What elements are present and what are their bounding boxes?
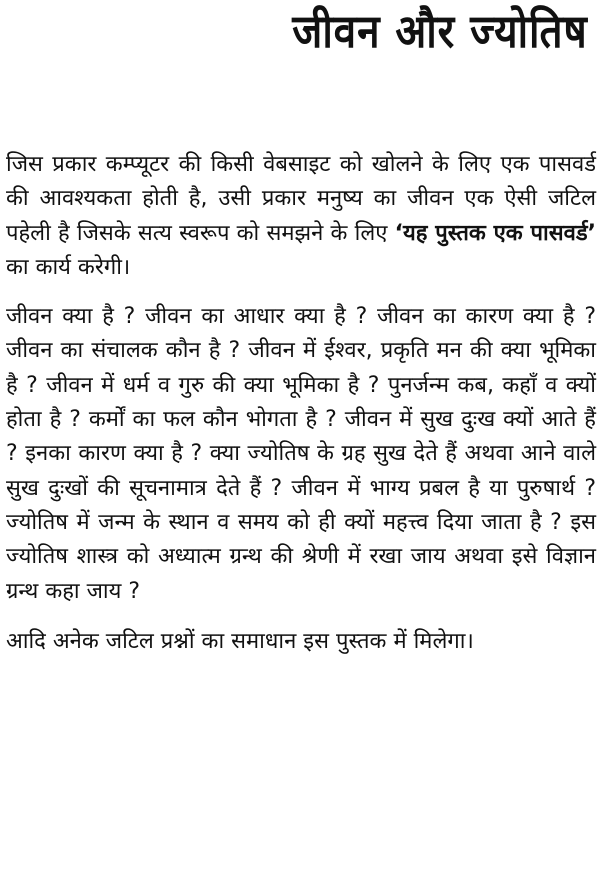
- paragraph-intro: [6, 148, 596, 285]
- paragraph-questions: जीवन क्या है ? जीवन का आधार क्या है ? जीवन का कारण क्या है ? जीवन का संचालक कौन है ? जीवन में ईश्वर, प्रकृति मन की क्या भूमिका है ? जीवन में धर्म व गुरु की क्या भूमिका है ? पुनर्जन्म कब, कहाँ व क्यों होता है ? कर्मों का फल कौन भोगता है ? जीवन में सुख दुःख क्यों आते हैं ? इनका कारण क्या है ? क्या ज्योतिष के ग्रह सुख देते हैं अथवा आने वाले सुख दुःखों की सूचनामात्र देते हैं ? जीवन में भाग्य प्रबल है या पुरुषार्थ ? ज्योतिष में जन्म के स्थान व समय को ही क्यों महत्त्व दिया जाता है ? इस ज्योतिष शास्त्र को अध्यात्म ग्रन्थ की श्रेणी में रखा जाय अथवा इसे विज्ञान ग्रन्थ कहा जाय ?: [6, 304, 596, 604]
- paragraph-intro-tail: का कार्य करेगी।: [6, 254, 131, 280]
- body-text: [6, 148, 596, 659]
- paragraph-conclusion: आदि अनेक जटिल प्रश्नों का समाधान इस पुस्तक में मिलेगा।: [6, 628, 474, 654]
- emphasized-phrase: ‘यह पुस्तक एक पासवर्ड’: [394, 220, 596, 246]
- paragraph-intro-text: जिस प्रकार कम्प्यूटर की किसी वेबसाइट को खोलने के लिए एक पासवर्ड की आवश्यकता होती है, उसी प्रकार मनुष्य का जीवन एक ऐसी जटिल पहेली है जिसके सत्य स्वरूप को समझने के लिए: [6, 152, 596, 246]
- page-title: जीवन और ज्योतिष: [292, 4, 588, 58]
